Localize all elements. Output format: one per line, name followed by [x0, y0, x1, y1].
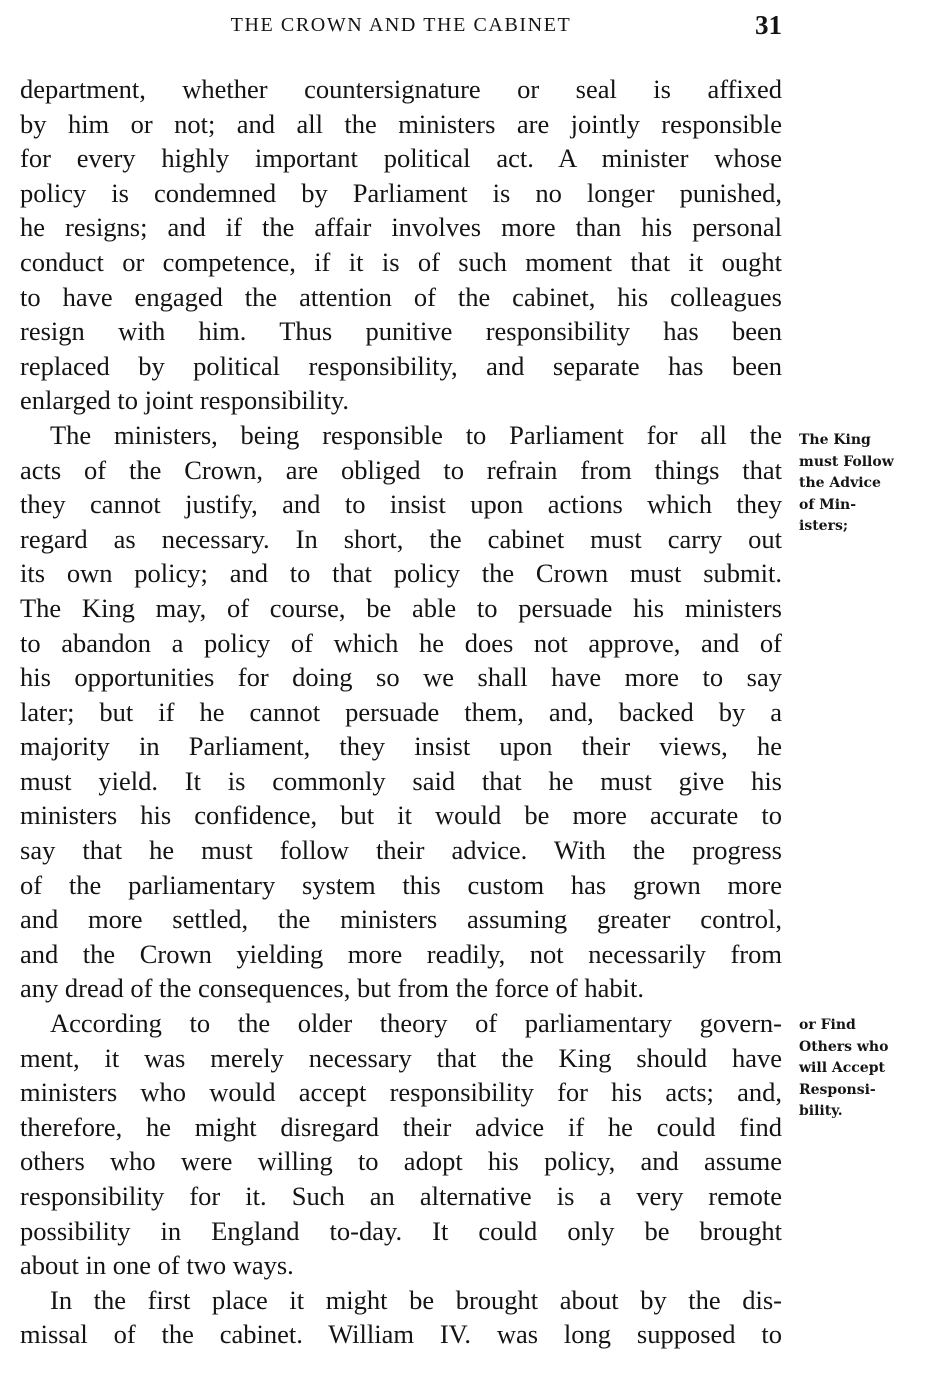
text-line: and more settled, the ministers assuming greater control,	[20, 904, 782, 935]
running-title: THE CROWN AND THE CABINET	[230, 14, 572, 36]
sidenote-or-find-others	[799, 1015, 919, 1123]
text-line: must yield. It is commonly said that he must give his	[20, 765, 782, 796]
sidenote-line: Responsi-	[799, 1081, 876, 1098]
text-line: therefore, he might disregard their advice if he could find	[20, 1111, 782, 1142]
text-line: for every highly important political act. A minister whose	[20, 143, 782, 174]
text-line: ment, it was merely necessary that the King should have	[20, 1042, 782, 1073]
text-line: department, whether countersignature or seal is affixed	[20, 74, 782, 104]
sidenote-line: of Min-	[799, 496, 857, 513]
text-line: In the first place it might be brought about by the dis-	[50, 1284, 782, 1315]
text-line: ministers who would accept responsibility for his acts; and,	[20, 1077, 782, 1108]
text-line: later; but if he cannot persuade them, and, backed by a	[20, 696, 782, 727]
text-line: its own policy; and to that policy the Crown must submit.	[20, 558, 782, 589]
text-line: According to the older theory of parliamentary govern-	[50, 1008, 782, 1039]
sidenote-line: The King	[799, 432, 871, 448]
page-number: 31	[755, 10, 782, 40]
text-line: resign with him. Thus punitive responsibility has been	[20, 316, 782, 347]
text-line: they cannot justify, and to insist upon actions which they	[20, 489, 782, 520]
text-line: missal of the cabinet. William IV. was long supposed to	[20, 1319, 782, 1350]
text-line: to abandon a policy of which he does not approve, and of	[20, 627, 782, 658]
text-line: conduct or competence, if it is of such moment that it ought	[20, 246, 782, 277]
running-head	[20, 6, 782, 42]
body-text	[20, 72, 782, 1352]
text-line: his opportunities for doing so we shall have more to say	[20, 662, 782, 693]
text-line: The King may, of course, be able to persuade his ministers	[20, 592, 782, 623]
sidenote-line: isters;	[799, 518, 848, 534]
text-line: and the Crown yielding more readily, not necessarily from	[20, 938, 782, 969]
text-line: about in one of two ways.	[20, 1250, 294, 1281]
text-line: by him or not; and all the ministers are jointly responsible	[20, 108, 782, 139]
text-line: acts of the Crown, are obliged to refrain from things that	[20, 454, 782, 485]
sidenote-line: bility.	[799, 1103, 843, 1119]
text-line: of the parliamentary system this custom has grown more	[20, 869, 782, 900]
sidenote-king-must-follow-advice	[799, 430, 919, 538]
text-line: replaced by political responsibility, and separate has been	[20, 350, 782, 381]
text-line: possibility in England to-day. It could only be brought	[20, 1215, 782, 1246]
text-line: any dread of the consequences, but from the force of habit.	[20, 973, 644, 1004]
text-line: enlarged to joint responsibility.	[20, 385, 349, 416]
sidenote-line: must Follow	[799, 453, 894, 470]
text-line: to have engaged the attention of the cabinet, his colleagues	[20, 281, 782, 312]
sidenote-line: or Find	[799, 1017, 856, 1033]
text-line: responsibility for it. Such an alternative is a very remote	[20, 1181, 782, 1211]
text-line: he resigns; and if the affair involves more than his personal	[20, 212, 782, 243]
text-line: The ministers, being responsible to Parliament for all the	[50, 419, 782, 450]
sidenote-line: Others who	[799, 1038, 889, 1055]
text-line: ministers his confidence, but it would be more accurate to	[20, 800, 782, 831]
text-line: regard as necessary. In short, the cabinet must carry out	[20, 523, 782, 554]
text-line: others who were willing to adopt his policy, and assume	[20, 1146, 782, 1177]
text-line: say that he must follow their advice. With the progress	[20, 835, 782, 866]
sidenote-line: will Accept	[799, 1060, 885, 1076]
text-line: majority in Parliament, they insist upon their views, he	[20, 731, 782, 762]
text-line: policy is condemned by Parliament is no longer punished,	[20, 177, 782, 208]
sidenote-line: the Advice	[799, 475, 881, 491]
